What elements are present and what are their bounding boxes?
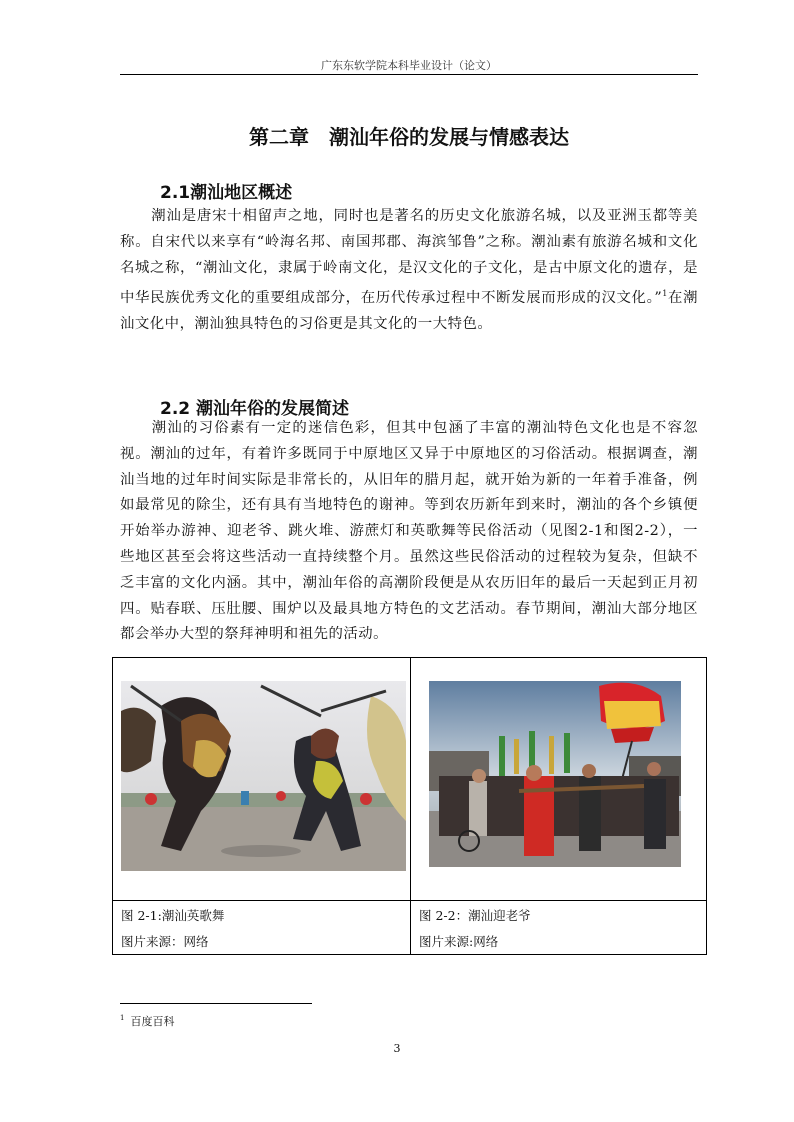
section-heading-2-1: 2.1潮汕地区概述 (160, 183, 293, 203)
paragraph-text: 潮汕是唐宋十相留声之地，同时也是著名的历史文化旅游名城，以及亚洲玉都等美称。自宋代以来享有“岭海名邦、南国邦郡、海滨邹鲁”之称。潮汕素有旅游名城和文化名城之称，“潮汕文化，隶属于岭南文化，是汉文化的子文化，是古中原文化的遗存，是中华民族优秀文化的重要组成部分，在历代传承过程中不断发展而形成的汉文化。” (120, 208, 698, 307)
table-divider-vertical (410, 658, 411, 954)
paragraph-text-continued: 在潮汕文化中，潮汕独具特色的习俗更是其文化的一大特色。 (120, 290, 698, 333)
page-number: 3 (393, 1042, 401, 1055)
figure-caption-2-2: 图 2-2：潮汕迎老爷 (419, 908, 531, 923)
section-2-2-paragraph (120, 416, 698, 648)
section-heading-2-2: 2.2 潮汕年俗的发展简述 (160, 399, 350, 419)
figure-source-2-2: 图片来源:网络 (419, 934, 499, 949)
figure-table (112, 657, 707, 955)
page-header: 广东东软学院本科毕业设计（论文） (321, 59, 497, 72)
chapter-title: 第二章 潮汕年俗的发展与情感表达 (249, 125, 569, 149)
footnote-text: 百度百科 (130, 1015, 175, 1028)
table-divider-horizontal (113, 900, 706, 901)
figure-source-2-1: 图片来源：网络 (121, 934, 209, 949)
figure-caption-2-1: 图 2-1:潮汕英歌舞 (121, 908, 225, 923)
yingge-dance-photo (121, 681, 406, 871)
section-2-1-paragraph (120, 204, 698, 338)
footnote-ref-mark: 1 (662, 289, 668, 299)
header-rule (120, 74, 698, 75)
paragraph-text: 潮汕的习俗素有一定的迷信色彩，但其中包涵了丰富的潮汕特色文化也是不容忽视。潮汕的过年，有着许多既同于中原地区又异于中原地区的习俗活动。根据调查，潮汕当地的过年时间实际是非常长的，从旧年的腊月起，就开始为新的一年着手准备，例如最常见的除尘，还有具有当地特色的谢神。等到农历新年到来时，潮汕的各个乡镇便开始举办游神、迎老爷、跳火堆、游蔗灯和英歌舞等民俗活动（见图2-1和图2-2），一些地区甚至会将这些活动一直持续整个月。虽然这些民俗活动的过程较为复杂，但缺不乏丰富的文化内涵。其中，潮汕年俗的高潮阶段便是从农历旧年的最后一天起到正月初四。贴春联、压肚腰、围炉以及最具地方特色的文艺活动。春节期间，潮汕大部分地区都会举办大型的祭拜神明和祖先的活动。 (120, 420, 698, 643)
footnote-mark: 1 (120, 1014, 125, 1022)
welcoming-deity-photo (429, 681, 681, 867)
footnote-rule (120, 1003, 312, 1004)
footnote (120, 1013, 174, 1029)
